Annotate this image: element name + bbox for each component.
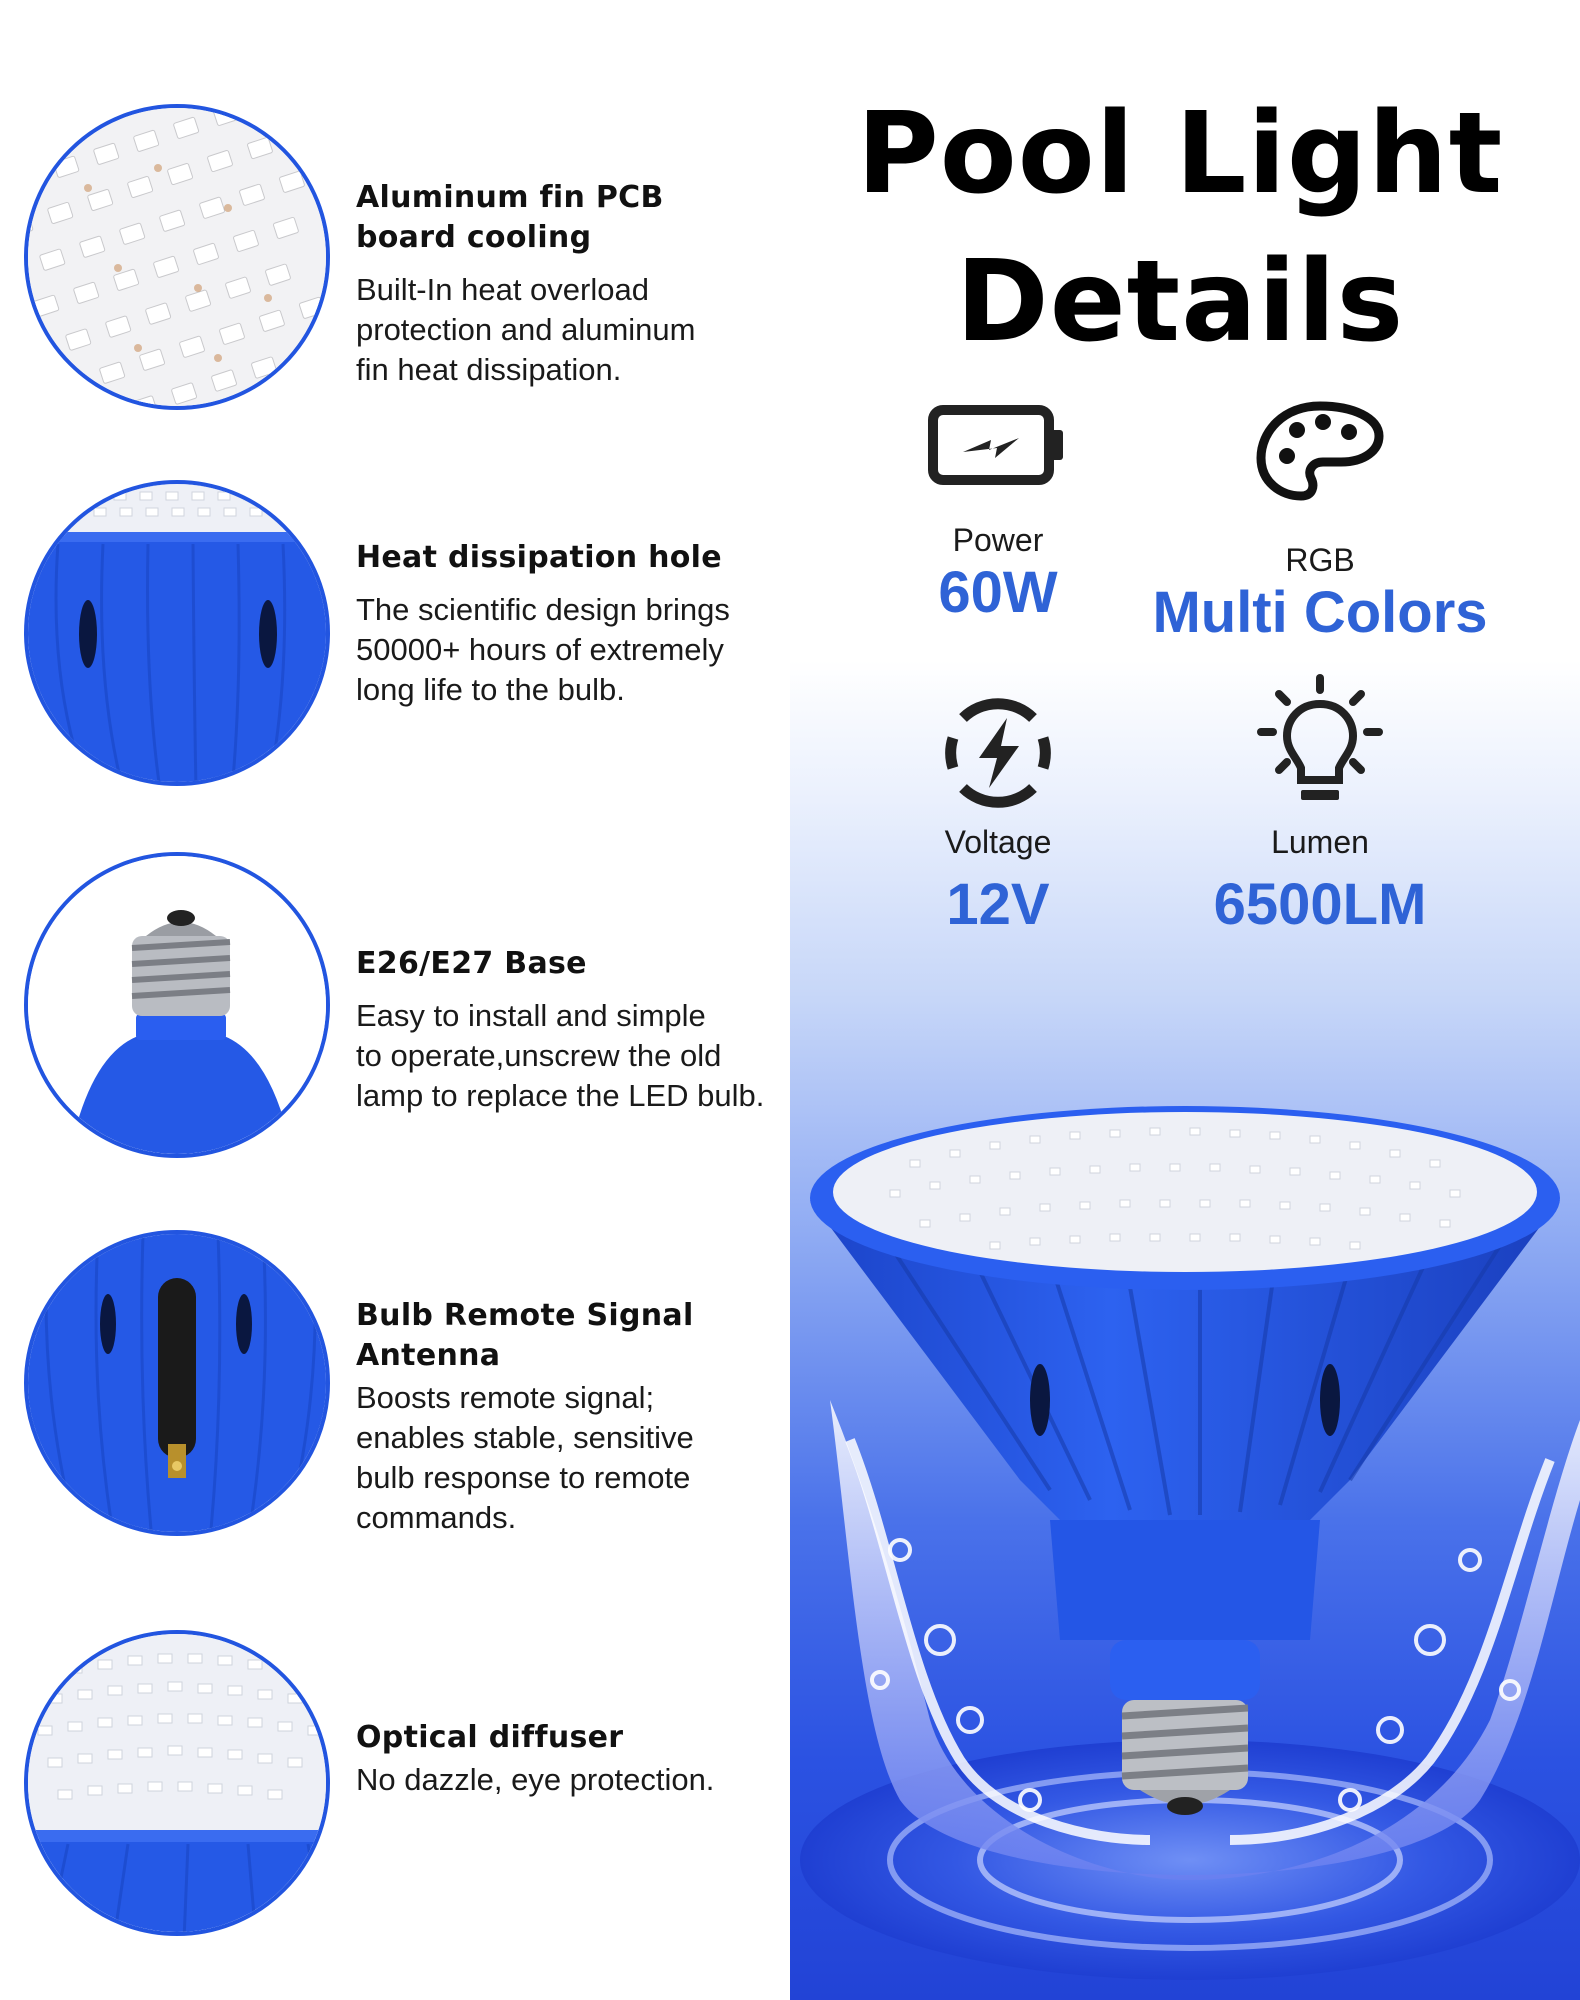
spec-value: 6500LM (1213, 872, 1427, 937)
spec-voltage (818, 688, 1178, 938)
spec-label: Power (952, 522, 1044, 558)
feature-optical-diffuser (0, 1626, 790, 1946)
spec-power (818, 400, 1178, 626)
spec-value: 12V (946, 872, 1050, 937)
feature-description: Built-In heat overload protection and aluminum fin heat dissipation. (356, 272, 696, 387)
battery-icon (923, 400, 1073, 490)
feature-title: Optical diffuser (356, 1720, 624, 1755)
spec-rgb (1140, 400, 1500, 646)
feature-title: E26/E27 Base (356, 946, 587, 981)
antenna-image (24, 1230, 330, 1536)
spec-value: Multi Colors (1152, 580, 1488, 645)
feature-pcb-cooling (0, 100, 790, 420)
screw-base-image (24, 852, 330, 1158)
spec-value: 60W (938, 560, 1058, 625)
feature-description: No dazzle, eye protection. (356, 1762, 715, 1797)
feature-remote-antenna (0, 1226, 790, 1546)
feature-description: Easy to install and simple to operate,unscrew the old lamp to replace the LED bulb. (356, 998, 765, 1113)
bulb-product-image (790, 1080, 1580, 2000)
feature-description: Boosts remote signal; enables stable, sensitive bulb response to remote commands. (356, 1380, 694, 1535)
diffuser-image (24, 1630, 330, 1936)
feature-title: Aluminum fin PCB board cooling (356, 180, 664, 255)
spec-label: RGB (1285, 542, 1355, 578)
feature-title: Heat dissipation hole (356, 540, 722, 575)
spec-label: Voltage (944, 824, 1052, 860)
feature-heat-dissipation-hole (0, 476, 790, 796)
palette-icon (1255, 400, 1385, 502)
spec-lumen (1140, 674, 1500, 938)
page-title: Pool Light Details (856, 89, 1504, 367)
feature-base (0, 852, 790, 1172)
spec-label: Lumen (1271, 824, 1369, 860)
pcb-closeup-image (24, 104, 330, 410)
lightbulb-icon (1255, 674, 1385, 820)
vent-hole-image (24, 480, 330, 786)
lightning-icon (933, 688, 1063, 818)
feature-description: The scientific design brings 50000+ hours of extremely long life to the bulb. (356, 592, 730, 707)
feature-title: Bulb Remote Signal Antenna (356, 1298, 694, 1373)
